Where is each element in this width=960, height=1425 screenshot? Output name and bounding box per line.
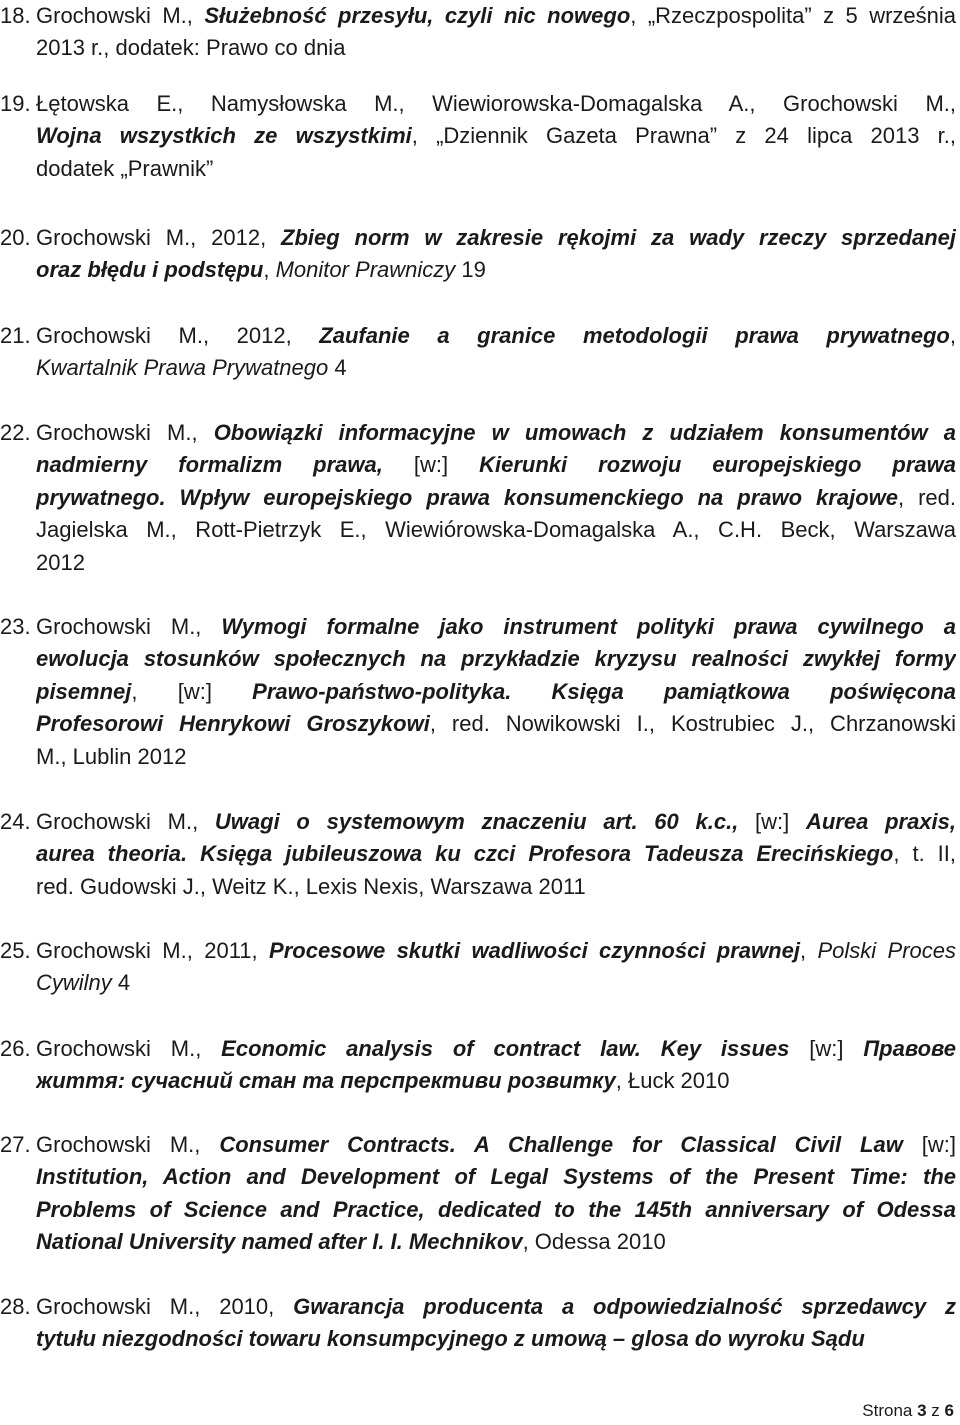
entry-text: 19 <box>455 257 486 283</box>
entry-text: [w:] <box>738 809 806 834</box>
entry-text: National University named after I. I. Mechnikov <box>36 1229 523 1255</box>
entry-text: Institution, Action and Development of Legal Systems of the Present Time: the <box>36 1164 956 1190</box>
entry-line <box>36 32 956 64</box>
footer-prefix: Strona <box>862 1401 918 1420</box>
entry-text: 2012 <box>36 549 85 575</box>
entry-text: red. Gudowski J., Weitz K., Lexis Nexis, Warszawa 2011 <box>36 873 586 899</box>
entry-text: Grochowski M., <box>36 614 222 639</box>
entry-line <box>36 1129 956 1161</box>
entry-text: aurea theoria. Księga jubileuszowa ku czci Profesora Tadeusza Erecińskiego <box>36 841 894 867</box>
entry-text: Wymogi formalne jako instrument polityki prawa cywilnego a <box>221 614 956 639</box>
entry-text: pisemnej <box>36 678 132 704</box>
entry-text: Grochowski M., <box>36 809 215 834</box>
entry-text: , „Rzeczpospolita” z 5 września <box>630 3 956 28</box>
entry-text: Grochowski M., <box>36 3 205 28</box>
entry-line <box>36 741 956 773</box>
entry-text: Procesowe skutki wadliwości czynności prawnej <box>269 938 800 963</box>
entry-text: Prawo-państwo-polityka. Księga pamiątkowa poświęcona <box>252 678 956 704</box>
entry-text: Grochowski M., 2011, <box>36 938 270 963</box>
entry-line <box>36 838 956 870</box>
entry-line <box>36 417 956 449</box>
entry-text: Gwarancja producenta a odpowiedzialność sprzedawcy z <box>293 1294 956 1319</box>
entry-text: Wojna wszystkich ze wszystkimi <box>36 123 412 149</box>
entry-text: Kwartalnik Prawa Prywatnego <box>36 355 329 381</box>
entry-text: , red. Nowikowski I., Kostrubiec J., Chrzanowski <box>429 711 956 737</box>
entry-text: 2013 r., dodatek: Prawo co dnia <box>36 35 346 61</box>
entry-text: , Łuck 2010 <box>615 1068 730 1094</box>
entry-text: Consumer Contracts. A Challenge for Classical Civil Law <box>219 1132 903 1157</box>
entry-number: 21. <box>0 323 31 348</box>
total-page-count: 6 <box>944 1401 954 1420</box>
entry-line <box>36 254 956 286</box>
entry-number: 24. <box>0 809 31 834</box>
entry-text: prywatnego. Wpływ europejskiego prawa konsumenckiego na prawo krajowe <box>36 484 898 510</box>
entry-line <box>36 1065 956 1097</box>
entry-line <box>36 1323 956 1355</box>
entry-text: Grochowski M., <box>36 420 214 445</box>
entry-text: Kierunki rozwoju europejskiego prawa <box>479 452 956 478</box>
entry-text: 4 <box>111 970 131 996</box>
entry-text: M., Lublin 2012 <box>36 743 187 769</box>
entry-line <box>36 1033 956 1065</box>
footer-separator: z <box>926 1401 945 1420</box>
entry-text: [w:] <box>789 1036 864 1061</box>
entry-text: Economic analysis of contract law. Key issues <box>221 1036 790 1061</box>
entry-text: Zaufanie a granice metodologii prawa prywatnego <box>319 323 950 348</box>
entry-text: Grochowski M., <box>36 1036 222 1061</box>
entry-line <box>36 1194 956 1226</box>
entry-text: Grochowski M., 2010, <box>36 1294 294 1319</box>
entry-line <box>36 514 956 546</box>
entry-text: , <box>799 938 818 963</box>
entry-text: Obowiązki informacyjne w umowach z udziałem konsumentów a <box>213 420 956 445</box>
entry-line <box>36 482 956 514</box>
entry-line <box>36 352 956 384</box>
entry-text: , red. <box>897 484 956 510</box>
entry-text: , Odessa 2010 <box>522 1229 666 1255</box>
entry-text: Jagielska M., Rott-Pietrzyk E., Wiewiórowska-Domagalska A., C.H. Beck, Warszawa <box>36 517 956 543</box>
entry-number: 25. <box>0 938 31 963</box>
entry-text: Zbieg norm w zakresie rękojmi za wady rzeczy sprzedanej <box>281 225 956 250</box>
entry-number: 22. <box>0 420 31 445</box>
entry-text: Łętowska E., Namysłowska M., Wiewiorowska-Domagalska A., Grochowski M., <box>36 91 956 116</box>
entry-text: Polski Proces <box>817 938 956 963</box>
entry-text: Monitor Prawniczy <box>275 257 456 283</box>
entry-line <box>36 643 956 675</box>
entry-line <box>36 88 956 120</box>
entry-text: nadmierny formalizm prawa, <box>36 452 383 478</box>
entry-text: Profesorowi Henrykowi Groszykowi <box>36 711 430 737</box>
entry-line <box>36 120 956 152</box>
entry-text: Grochowski M., <box>36 1132 220 1157</box>
entry-text: Uwagi o systemowym znaczeniu art. 60 k.c., <box>214 809 739 834</box>
entry-line <box>36 1226 956 1258</box>
entry-line <box>36 320 956 352</box>
entry-text: Problems of Science and Practice, dedicated to the 145th anniversary of Odessa <box>36 1196 956 1222</box>
entry-text: , „Dziennik Gazeta Prawna” z 24 lipca 2013 r., <box>411 123 956 149</box>
entry-text: , [w:] <box>131 678 253 704</box>
entry-line <box>36 871 956 903</box>
entry-text: , <box>263 257 276 283</box>
entry-text: tytułu niezgodności towaru konsumpcyjnego z umową – glosa do wyroku Sądu <box>36 1326 865 1352</box>
entry-line <box>36 1291 956 1323</box>
entry-line <box>36 449 956 481</box>
entry-text: , t. II, <box>893 841 956 867</box>
entry-text: життя: сучасний стан та перспрективи розвитку <box>36 1068 616 1094</box>
entry-line <box>36 0 956 32</box>
current-page-number: 3 <box>917 1401 927 1420</box>
entry-text: ewolucja stosunków społecznych na przykładzie kryzysu realności zwykłej formy <box>36 646 956 672</box>
entry-line <box>36 153 956 185</box>
entry-text: Aurea praxis, <box>805 809 956 834</box>
entry-number: 28. <box>0 1294 31 1319</box>
entry-line <box>36 708 956 740</box>
entry-number: 26. <box>0 1036 31 1061</box>
entry-number: 18. <box>0 3 31 28</box>
entry-line <box>36 676 956 708</box>
entry-number: 20. <box>0 225 31 250</box>
entry-text: dodatek „Prawnik” <box>36 155 214 181</box>
entry-line <box>36 1161 956 1193</box>
entry-line <box>36 547 956 579</box>
entry-text: Służebność przesyłu, czyli nic nowego <box>204 3 631 28</box>
entry-text: [w:] <box>902 1132 956 1157</box>
entry-number: 23. <box>0 614 31 639</box>
entry-text: , <box>949 323 956 348</box>
entry-text: 4 <box>328 355 347 381</box>
entry-number: 27. <box>0 1132 31 1157</box>
page-footer <box>862 1399 954 1423</box>
entry-text: Cywilny <box>36 970 112 996</box>
entry-text: [w:] <box>382 452 480 478</box>
entry-text: Grochowski M., 2012, <box>36 225 282 250</box>
entry-text: Grochowski M., 2012, <box>36 323 320 348</box>
entry-text: oraz błędu i podstępu <box>36 257 264 283</box>
entry-line <box>36 222 956 254</box>
entry-text: Правове <box>863 1036 956 1061</box>
entry-line <box>36 967 956 999</box>
entry-line <box>36 611 956 643</box>
entry-line <box>36 935 956 967</box>
entry-number: 19. <box>0 91 31 116</box>
entry-line <box>36 806 956 838</box>
